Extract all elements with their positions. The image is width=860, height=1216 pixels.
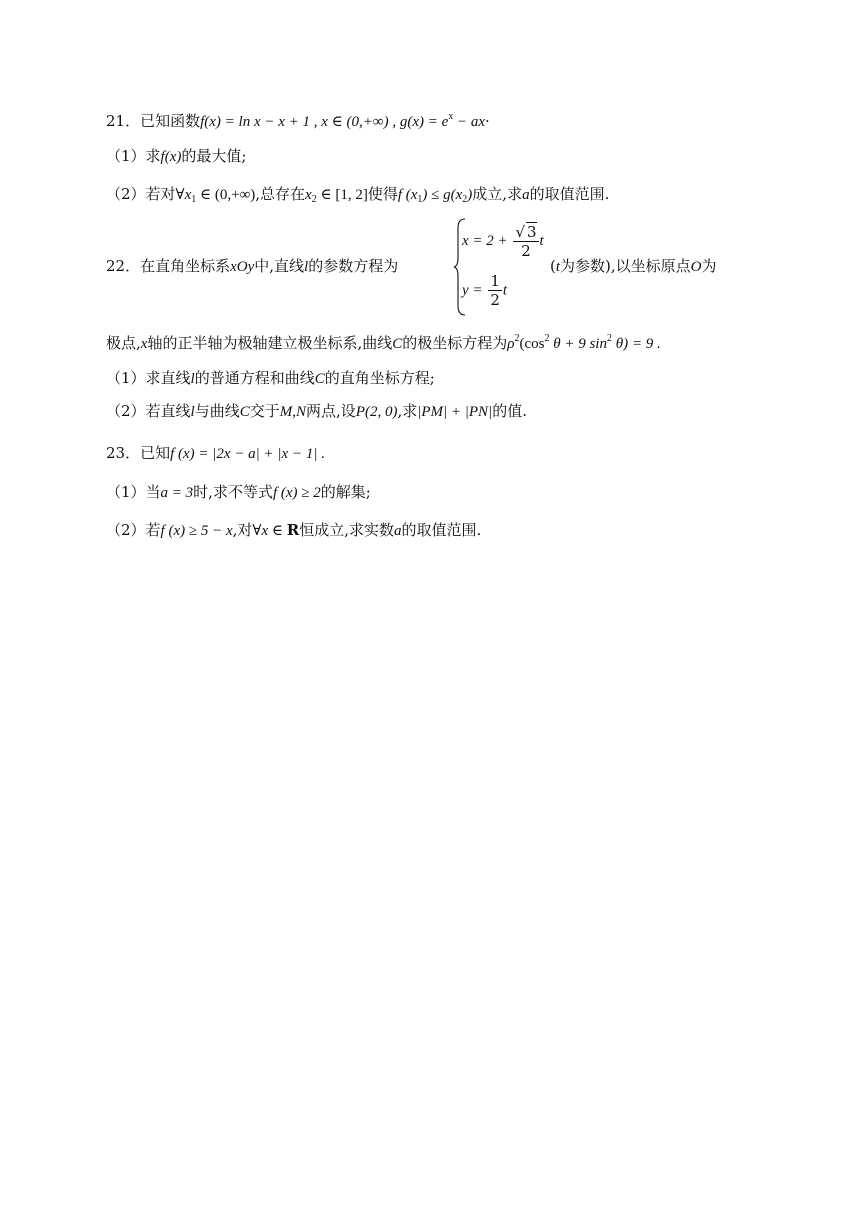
q22-line2: 极点,x轴的正半轴为极轴建立极坐标系,曲线C的极坐标方程为$\rho^2(\cos^2$ θ + 9 $\sin^2 \theta) = 9$ . (106, 333, 661, 352)
system-x-eq: x = 2 + $\frac{√ 3}{2}$ t (462, 223, 544, 260)
q22-part2: （2）若直线l与曲线C交于M,N两点,设P(2, 0),求|PM| + |PN|的值. (106, 402, 527, 420)
q23-part2: （2）若f (x) ≥ 5 − x,对∀x ∈ R恒成立,求实数a的取值范围. (106, 521, 482, 539)
q22-param-note: (t为参数),以坐标原点O为 (550, 257, 717, 275)
q22-part1: （1）求直线l的普通方程和曲线C的直角坐标方程; (106, 369, 435, 387)
q21-part1: （1）求f(x)的最大值; (106, 147, 247, 165)
q22-stem: 22．在直角坐标系xOy中,直线l的参数方程为 (106, 257, 399, 275)
q23-stem: 23．已知f (x) = |2x − a| + |x − 1| . (106, 444, 325, 462)
q21-label: 21．已知函数 (106, 112, 201, 130)
q23-part1: （1）当a = 3时,求不等式f (x) ≥ 2的解集; (106, 483, 371, 501)
q21-part2: （2）若对$\forall x_1$ ∈ (0,+∞),总存在$x_2$ ∈ [1, 2]使得f $(x_1) \le g(x_2)$成立,求a的取值范围. (106, 185, 610, 205)
system-y-eq: y = $\frac{1}{2}$ t (462, 272, 508, 309)
q21-stem: 21．已知函数f(x) = ln x − x + 1 , x ∈ (0,+∞) , $g(x) = e^x - ax\cdot$ (106, 111, 490, 130)
q21-math: f(x) = ln x − x + 1 , x ∈ (0,+∞) , $g(x) = e^x$ − ax (200, 111, 486, 130)
